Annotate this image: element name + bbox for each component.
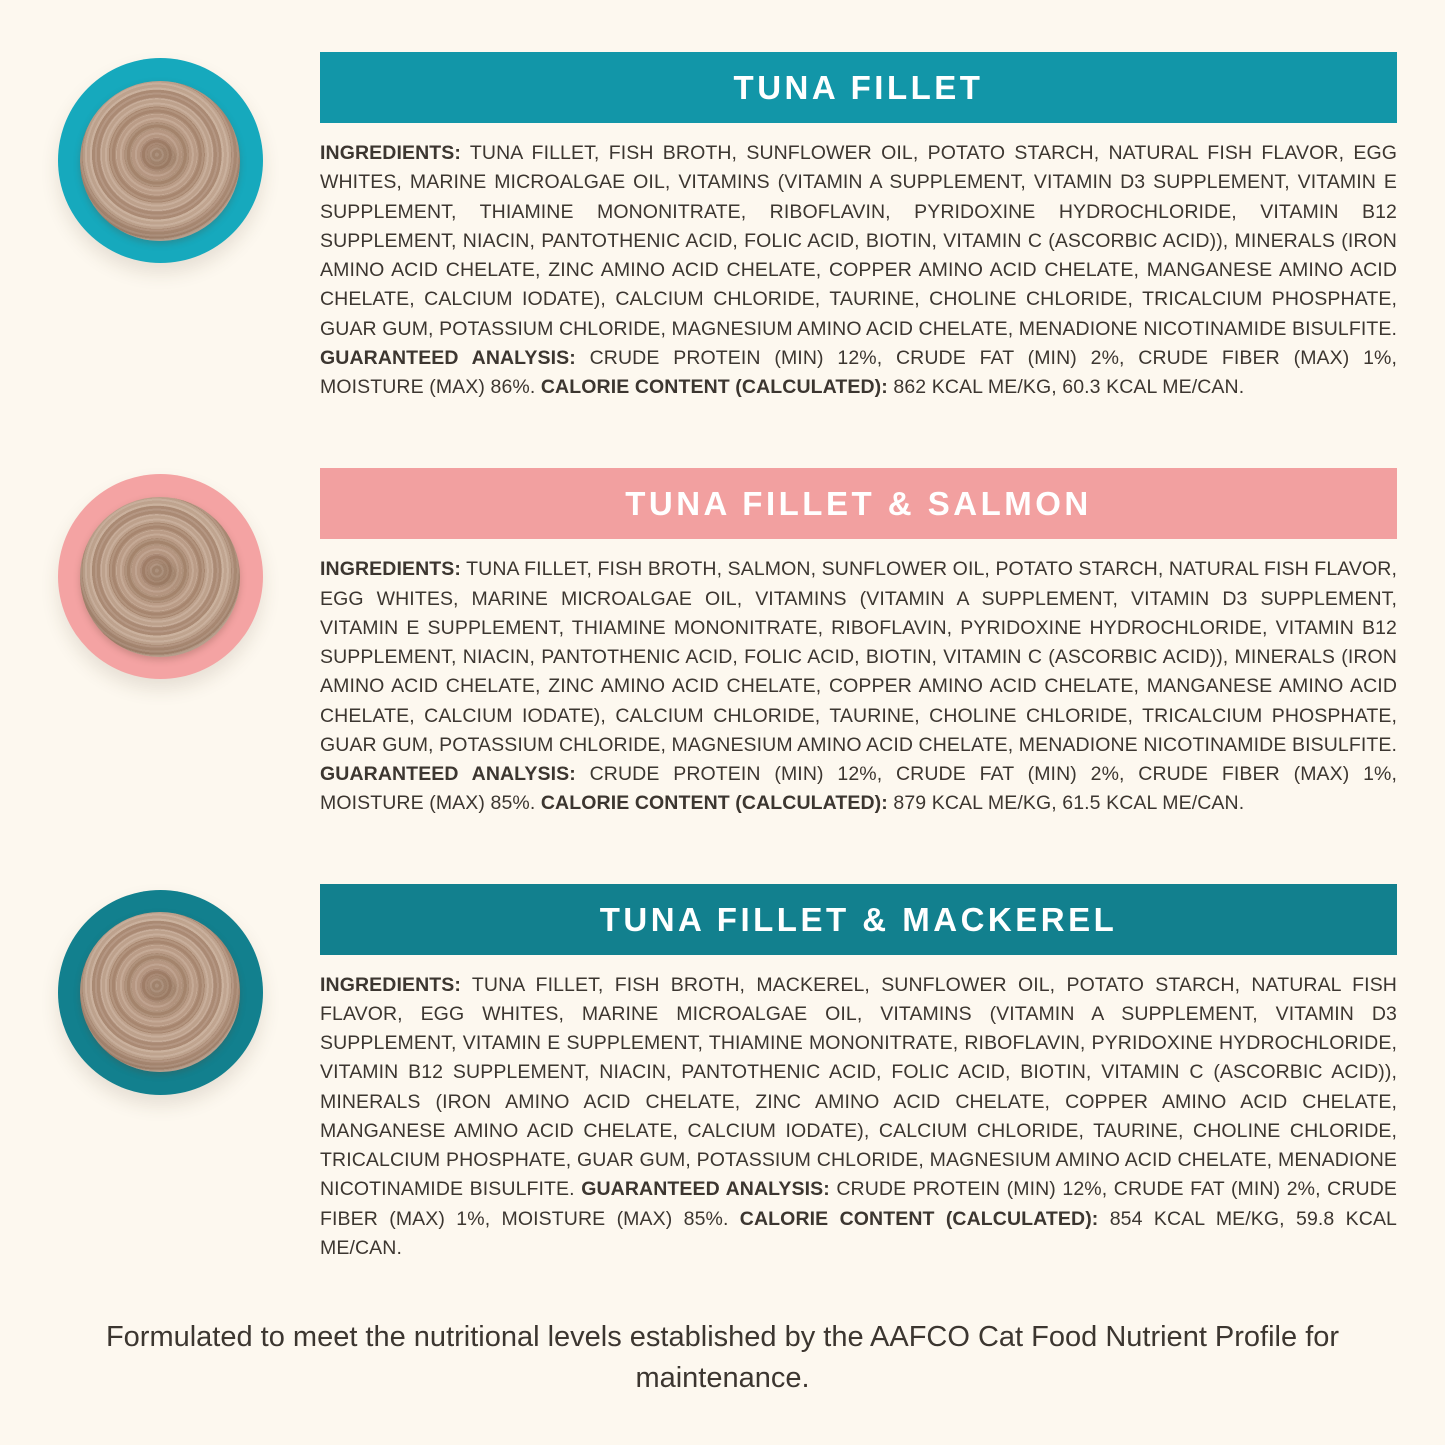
aafco-statement: Formulated to meet the nutritional levels established by the AAFCO Cat Food Nutrient Profile for maintenance. bbox=[105, 1320, 1340, 1394]
guaranteed-analysis-label: GUARANTEED ANALYSIS: bbox=[581, 1178, 830, 1201]
pate-swirl bbox=[80, 81, 240, 241]
product-title-banner: TUNA FILLET & MACKEREL bbox=[320, 884, 1397, 955]
calorie-content-text: 854 KCAL ME/KG, 59.8 KCAL ME/CAN. bbox=[320, 1207, 1398, 1259]
text-column bbox=[320, 884, 1445, 1264]
calorie-content-text: 862 KCAL ME/KG, 60.3 KCAL ME/CAN. bbox=[887, 376, 1245, 398]
text-column bbox=[320, 52, 1445, 402]
ingredients-label: INGREDIENTS: bbox=[320, 973, 461, 996]
pate-swirl bbox=[80, 497, 240, 657]
calorie-content-text: 879 KCAL ME/KG, 61.5 KCAL ME/CAN. bbox=[887, 792, 1245, 815]
food-bowl-image bbox=[58, 474, 263, 679]
ingredients-text: TUNA FILLET, FISH BROTH, SALMON, SUNFLOWER OIL, POTATO STARCH, NATURAL FISH FLAVOR, EGG WHITES, MARINE MICROALGAE OIL, VITAMINS (VITAMIN A SUPPLEMENT, VITAMIN D3 SUPPLEMENT, VITAMIN E SUPPLEMENT, THIAMINE MONONITRATE, RIBOFLAVIN, PYRIDOXINE HYDROCHLORIDE, VITAMIN B12 SUPPLEMENT, NIACIN, PANTOTHENIC ACID, FOLIC ACID, BIOTIN, VITAMIN C (ASCORBIC ACID)), MINERALS (IRON AMINO ACID CHELATE, ZINC AMINO ACID CHELATE, COPPER AMINO ACID CHELATE, MANGANESE AMINO ACID CHELATE, CALCIUM IODATE), CALCIUM CHLORIDE, TAURINE, CHOLINE CHLORIDE, TRICALCIUM PHOSPHATE, GUAR GUM, POTASSIUM CHLORIDE, MAGNESIUM AMINO ACID CHELATE, MENADIONE NICOTINAMIDE BISULFITE. bbox=[320, 558, 1397, 756]
guaranteed-analysis-label: GUARANTEED ANALYSIS: bbox=[320, 763, 576, 785]
calorie-content-label: CALORIE CONTENT (CALCULATED): bbox=[540, 792, 888, 815]
guaranteed-analysis-label: GUARANTEED ANALYSIS: bbox=[320, 346, 576, 369]
product-description bbox=[320, 971, 1397, 1264]
food-bowl-image bbox=[58, 58, 263, 263]
product-title-banner: TUNA FILLET & SALMON bbox=[320, 468, 1397, 539]
bowl-column bbox=[0, 52, 320, 263]
bowl-column bbox=[0, 884, 320, 1095]
ingredients-label: INGREDIENTS: bbox=[320, 558, 461, 581]
calorie-content-label: CALORIE CONTENT (CALCULATED): bbox=[739, 1207, 1099, 1230]
ingredients-label: INGREDIENTS: bbox=[320, 142, 461, 164]
food-bowl-image bbox=[58, 890, 263, 1095]
product-title-banner: TUNA FILLET bbox=[320, 52, 1397, 123]
text-column bbox=[320, 468, 1445, 818]
product-description bbox=[320, 555, 1397, 818]
product-block-tuna-fillet bbox=[0, 0, 1445, 402]
ingredients-text: TUNA FILLET, FISH BROTH, MACKEREL, SUNFLOWER OIL, POTATO STARCH, NATURAL FISH FLAVOR, EGG WHITES, MARINE MICROALGAE OIL, VITAMINS (VITAMIN A SUPPLEMENT, VITAMIN D3 SUPPLEMENT, VITAMIN E SUPPLEMENT, THIAMINE MONONITRATE, RIBOFLAVIN, PYRIDOXINE HYDROCHLORIDE, VITAMIN B12 SUPPLEMENT, NIACIN, PANTOTHENIC ACID, FOLIC ACID, BIOTIN, VITAMIN C (ASCORBIC ACID)), MINERALS (IRON AMINO ACID CHELATE, ZINC AMINO ACID CHELATE, COPPER AMINO ACID CHELATE, MANGANESE AMINO ACID CHELATE, CALCIUM IODATE), CALCIUM CHLORIDE, TAURINE, CHOLINE CHLORIDE, TRICALCIUM PHOSPHATE, GUAR GUM, POTASSIUM CHLORIDE, MAGNESIUM AMINO ACID CHELATE, MENADIONE NICOTINAMIDE BISULFITE. bbox=[320, 973, 1397, 1201]
product-block-tuna-fillet-salmon bbox=[0, 412, 1445, 818]
guaranteed-analysis-text: CRUDE PROTEIN (MIN) 12%, CRUDE FAT (MIN) 2%, CRUDE FIBER (MAX) 1%, MOISTURE (MAX) 86%. bbox=[320, 346, 1398, 398]
pate-swirl bbox=[80, 912, 240, 1072]
guaranteed-analysis-text: CRUDE PROTEIN (MIN) 12%, CRUDE FAT (MIN) 2%, CRUDE FIBER (MAX) 1%, MOISTURE (MAX) 85%. bbox=[320, 1178, 1397, 1230]
guaranteed-analysis-text: CRUDE PROTEIN (MIN) 12%, CRUDE FAT (MIN) 2%, CRUDE FIBER (MAX) 1%, MOISTURE (MAX) 85%. bbox=[320, 763, 1398, 815]
ingredients-text: TUNA FILLET, FISH BROTH, SUNFLOWER OIL, POTATO STARCH, NATURAL FISH FLAVOR, EGG WHITES, MARINE MICROALGAE OIL, VITAMINS (VITAMIN A SUPPLEMENT, VITAMIN D3 SUPPLEMENT, VITAMIN E SUPPLEMENT, THIAMINE MONONITRATE, RIBOFLAVIN, PYRIDOXINE HYDROCHLORIDE, VITAMIN B12 SUPPLEMENT, NIACIN, PANTOTHENIC ACID, FOLIC ACID, BIOTIN, VITAMIN C (ASCORBIC ACID)), MINERALS (IRON AMINO ACID CHELATE, ZINC AMINO ACID CHELATE, COPPER AMINO ACID CHELATE, MANGANESE AMINO ACID CHELATE, CALCIUM IODATE), CALCIUM CHLORIDE, TAURINE, CHOLINE CHLORIDE, TRICALCIUM PHOSPHATE, GUAR GUM, POTASSIUM CHLORIDE, MAGNESIUM AMINO ACID CHELATE, MENADIONE NICOTINAMIDE BISULFITE. bbox=[320, 142, 1397, 340]
product-description bbox=[320, 139, 1397, 402]
calorie-content-label: CALORIE CONTENT (CALCULATED): bbox=[540, 376, 888, 398]
product-block-tuna-fillet-mackerel bbox=[0, 829, 1445, 1264]
bowl-column bbox=[0, 468, 320, 679]
